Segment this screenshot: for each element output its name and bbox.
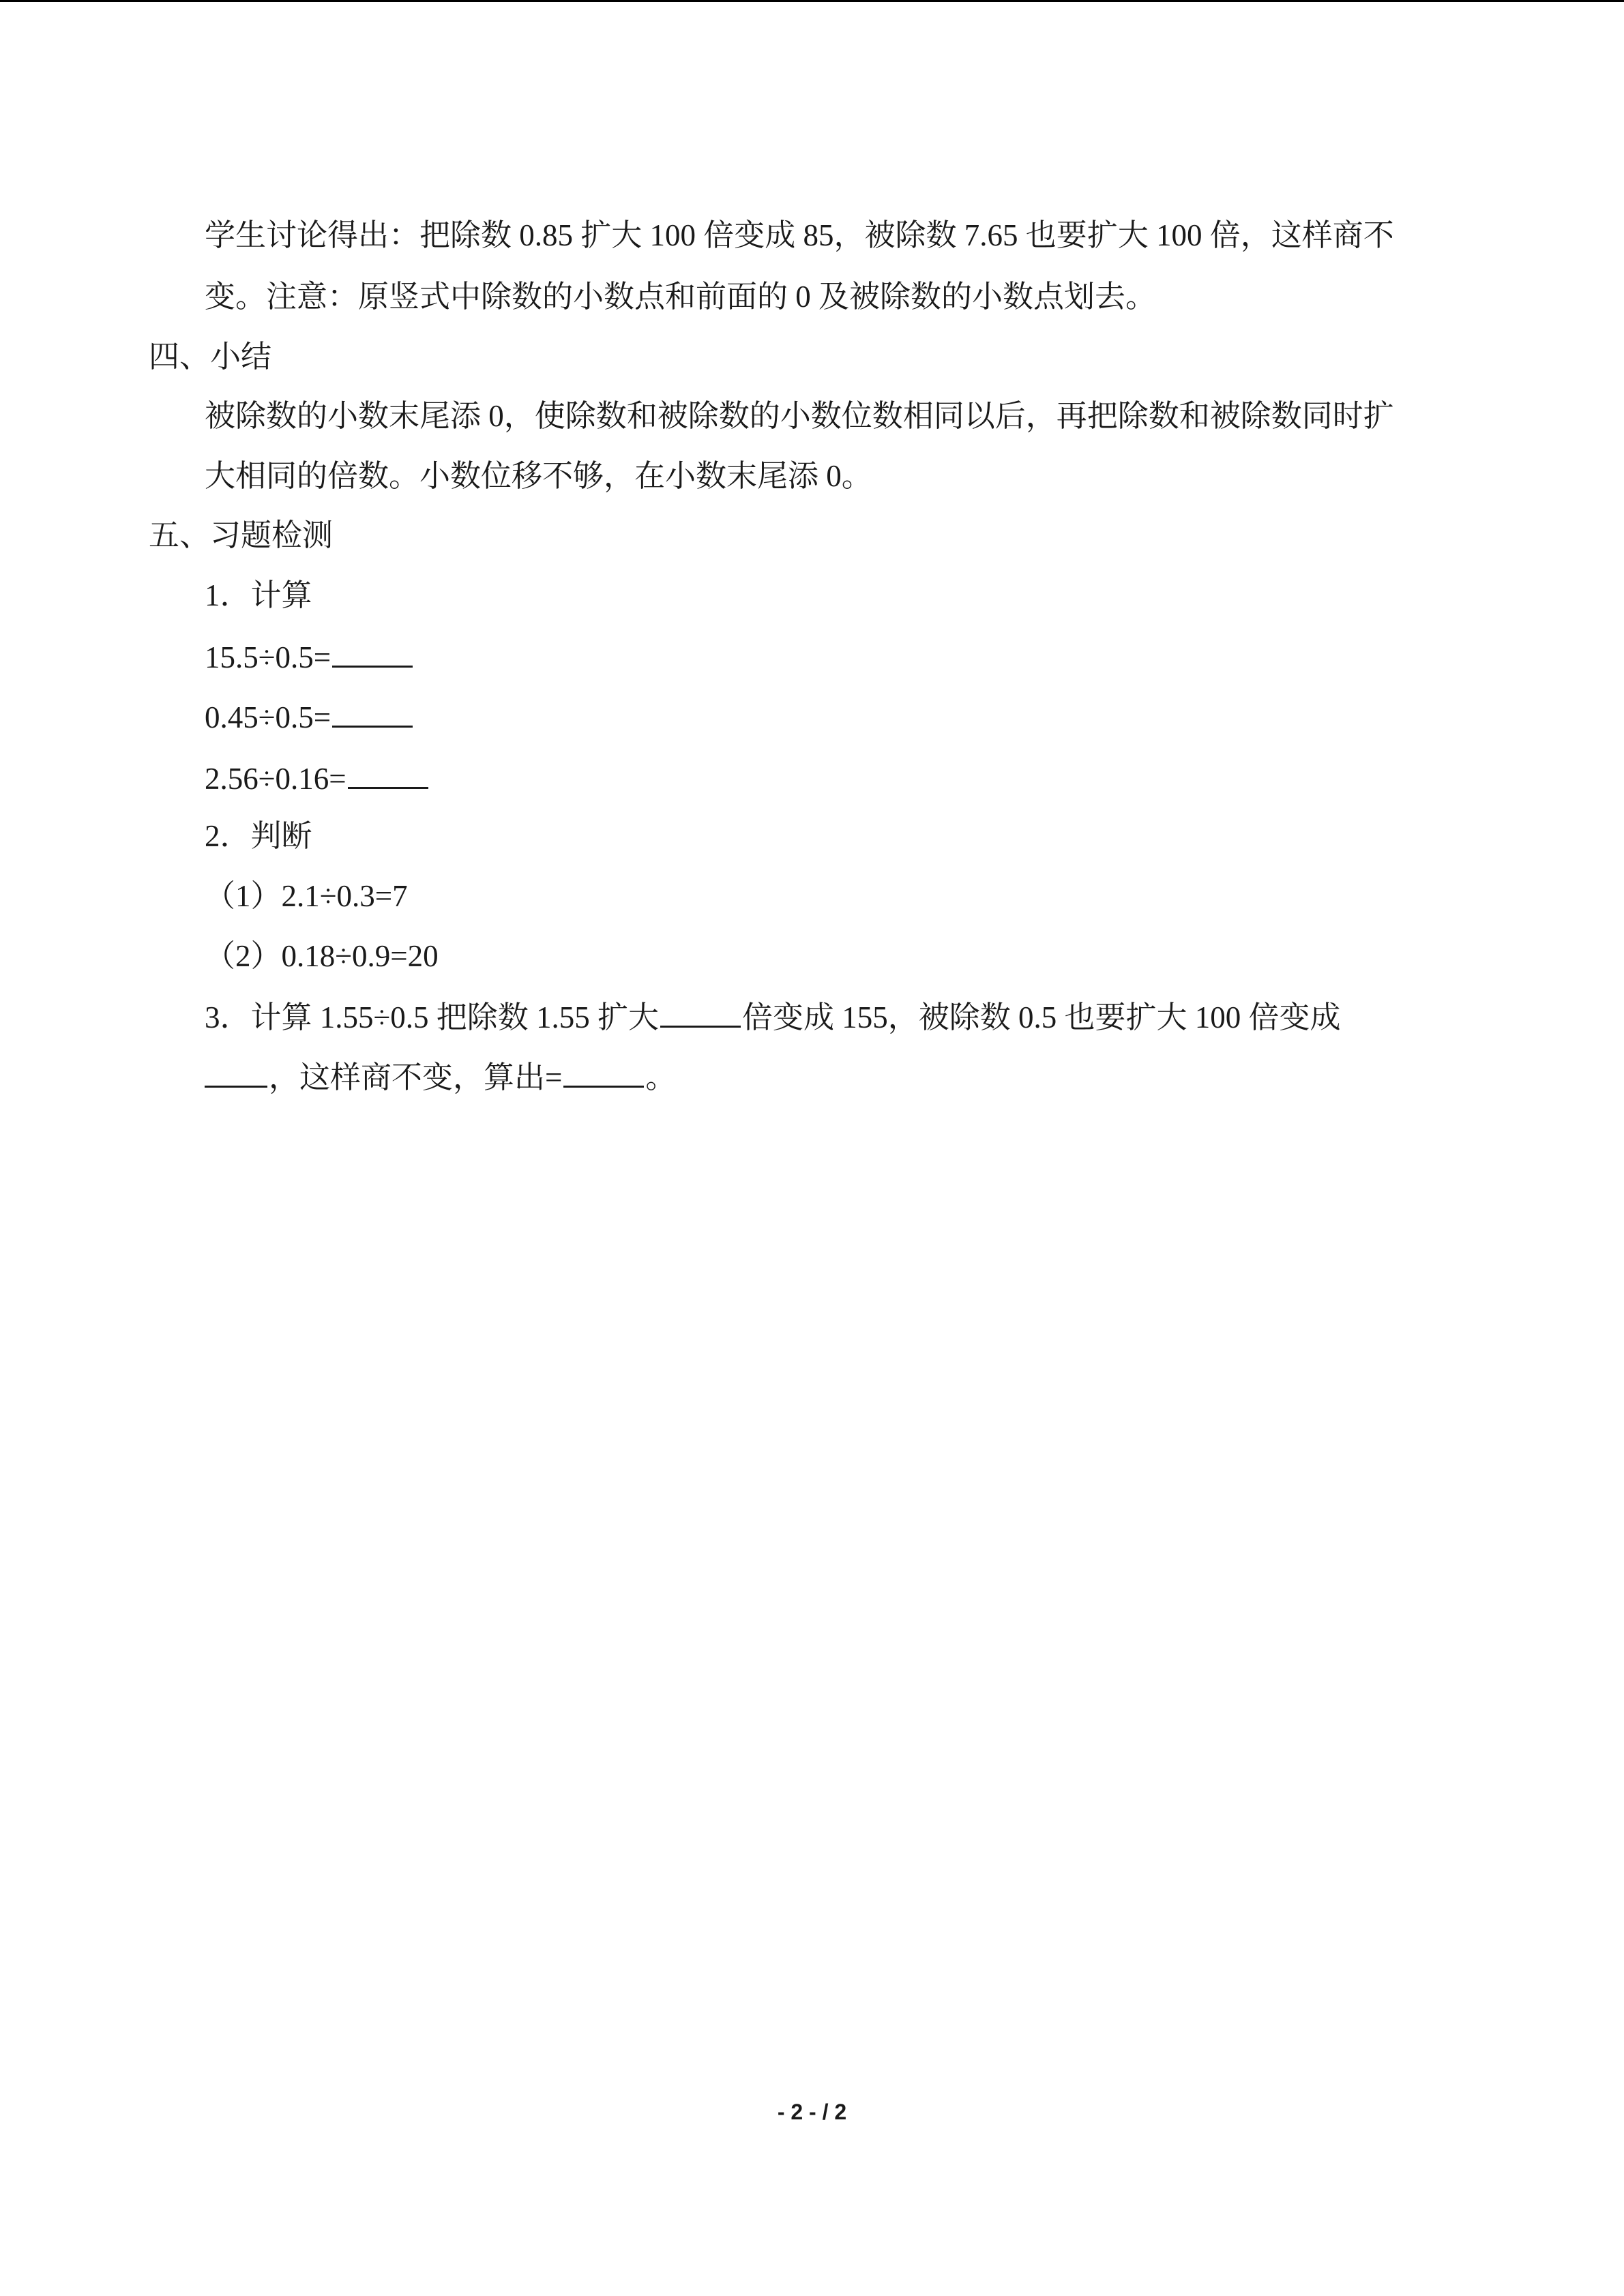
calculation-expression: 15.5÷0.5= <box>205 640 331 674</box>
judgment-item: （2）0.18÷0.9=20 <box>205 939 439 973</box>
question-title: 1．计算 <box>205 578 312 612</box>
paragraph-line: 变。注意：原竖式中除数的小数点和前面的 0 及被除数的小数点划去。 <box>205 280 1157 314</box>
question-title: 2．判断 <box>205 819 312 853</box>
calculation-item <box>205 636 414 676</box>
judgment-item: （1）2.1÷0.3=7 <box>205 879 408 913</box>
section-heading: 四、小结 <box>149 340 272 374</box>
section-heading: 五、习题检测 <box>149 518 334 552</box>
answer-blank[interactable] <box>205 1056 267 1088</box>
question-text: 3．计算 1.55÷0.5 把除数 1.55 扩大 <box>205 1000 659 1034</box>
answer-blank[interactable] <box>660 996 741 1028</box>
answer-blank[interactable] <box>563 1056 644 1088</box>
calculation-item <box>205 696 414 736</box>
answer-blank[interactable] <box>348 757 428 789</box>
question-3-line-1 <box>205 996 1340 1037</box>
paragraph-line: 被除数的小数末尾添 0，使除数和被除数的小数位数相同以后，再把除数和被除数同时扩 <box>205 399 1394 433</box>
paragraph-line: 大相同的倍数。小数位移不够，在小数末尾添 0。 <box>205 459 872 493</box>
paragraph-line: 学生讨论得出：把除数 0.85 扩大 100 倍变成 85，被除数 7.65 也要扩大 100 倍，这样商不 <box>205 218 1394 252</box>
question-3-line-2 <box>205 1056 676 1097</box>
top-border-line <box>0 0 1624 2</box>
calculation-expression: 2.56÷0.16= <box>205 762 346 796</box>
page-number: - 2 - / 2 <box>777 2100 847 2124</box>
calculation-expression: 0.45÷0.5= <box>205 700 331 734</box>
question-text: 。 <box>645 1060 677 1094</box>
answer-blank[interactable] <box>332 636 413 668</box>
question-text: 倍变成 155，被除数 0.5 也要扩大 100 倍变成 <box>741 1000 1341 1034</box>
calculation-item <box>205 757 430 798</box>
question-text: ，这样商不变，算出= <box>269 1060 563 1094</box>
answer-blank[interactable] <box>332 696 413 728</box>
